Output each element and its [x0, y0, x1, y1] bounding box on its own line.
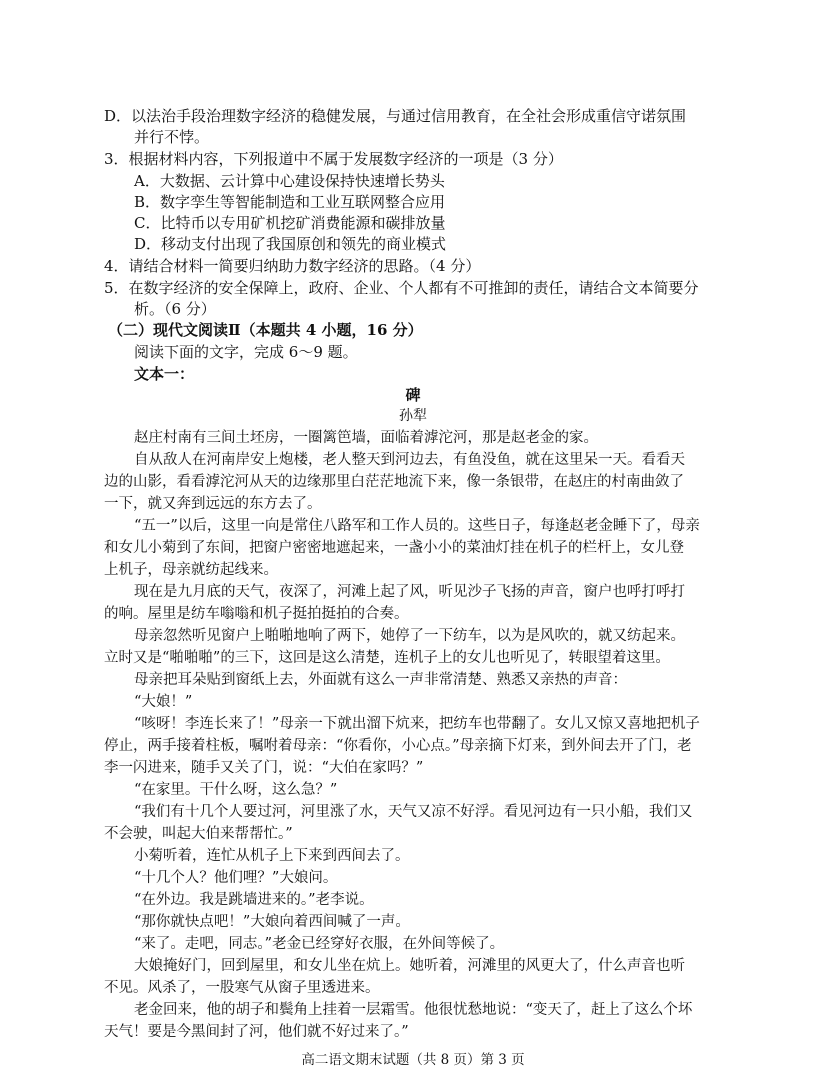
- paragraph-line: 母亲忽然听见窗户上啪啪地响了两下，她停了一下纺车，以为是风吹的，就又纺起来。: [134, 628, 685, 644]
- section-heading: （二）现代文阅读Ⅱ（本题共 4 小题，16 分）: [108, 321, 423, 339]
- dialogue-line: “来了。走吧，同志。”老金已经穿好衣服，在外间等候了。: [134, 936, 505, 952]
- q3-option-a: A．大数据、云计算中心建设保持快速增长势头: [134, 172, 445, 190]
- paragraph-line: 李一闪进来，随手又关了门，说：“大伯在家吗？”: [104, 760, 424, 776]
- paragraph-line: 大娘掩好门，回到屋里，和女儿坐在炕上。她听着，河滩里的风更大了，什么声音也听: [134, 958, 685, 974]
- paragraph-line: 母亲把耳朵贴到窗纸上去，外面就有这么一声非常清楚、熟悉又亲热的声音：: [134, 672, 627, 688]
- question-5-line-1: 5．在数字经济的安全保障上，政府、企业、个人都有不可推卸的责任，请结合文本简要分: [104, 279, 699, 297]
- q3-option-c: C．比特币以专用矿机挖矿消费能源和碳排放量: [134, 214, 446, 232]
- q3-option-d: D．移动支付出现了我国原创和领先的商业模式: [134, 235, 447, 253]
- paragraph-line: 天气！要是今黑间封了河，他们就不好过来了。”: [104, 1024, 409, 1040]
- page-footer: 高二语文期末试题（共 8 页）第 3 页: [301, 1052, 525, 1068]
- paragraph-line: 不见。风杀了，一股寒气从窗子里透进来。: [104, 980, 380, 996]
- article-author: 孙犁: [399, 408, 427, 424]
- paragraph-line: “我们有十几个人要过河，河里涨了水，天气又凉不好浮。看见河边有一只小船，我们又: [134, 804, 693, 820]
- paragraph-line: “咳呀！李连长来了！”母亲一下就出溜下炕来，把纺车也带翻了。女儿又惊又喜地把机子: [134, 716, 700, 732]
- paragraph-line: 不会驶，叫起大伯来帮帮忙。”: [104, 826, 293, 842]
- paragraph-line: 一下，就又奔到远远的东方去了。: [104, 496, 322, 512]
- paragraph-line: 小菊听着，连忙从机子上下来到西间去了。: [134, 848, 410, 864]
- paragraph-line: 立时又是“啪啪啪”的三下，这回是这么清楚，连机子上的女儿也听见了，转眼望着这里。: [104, 650, 670, 666]
- q3-option-b: B．数字孪生等智能制造和工业互联网整合应用: [134, 193, 446, 211]
- question-4: 4．请结合材料一简要归纳助力数字经济的思路。（4 分）: [104, 257, 481, 275]
- question-3: 3．根据材料内容，下列报道中不属于发展数字经济的一项是（3 分）: [104, 150, 563, 168]
- text-one-label: 文本一：: [134, 365, 195, 383]
- option-d-line-1: D．以法治手段治理数字经济的稳健发展，与通过信用教育，在全社会形成重信守诺氛围: [104, 107, 687, 125]
- paragraph-line: 上机子，母亲就纺起线来。: [104, 562, 278, 578]
- article-title: 碑: [405, 386, 421, 404]
- paragraph-line: 老金回来，他的胡子和鬓角上挂着一层霜雪。他很忧愁地说：“变天了，赶上了这么个坏: [134, 1002, 693, 1018]
- dialogue-line: “在外边。我是跳墙进来的。”老李说。: [134, 892, 374, 908]
- question-5-line-2: 析。（6 分）: [134, 300, 216, 318]
- paragraph-line: 停止，两手接着柱板，嘱咐着母亲：“你看你，小心点。”母亲摘下灯来，到外间去开了门，老: [104, 738, 692, 754]
- paragraph-line: 的响。屋里是纺车嗡嗡和机子挺拍挺拍的合奏。: [104, 606, 409, 622]
- paragraph-line: 和女儿小菊到了东间，把窗户密密地遮起来，一盏小小的菜油灯挂在机子的栏杆上，女儿登: [104, 540, 684, 556]
- dialogue-line: “大娘！”: [134, 694, 193, 710]
- dialogue-line: “十几个人？他们哩？”大娘问。: [134, 870, 338, 886]
- paragraph-line: 自从敌人在河南岸安上炮楼，老人整天到河边去，有鱼没鱼，就在这里呆一天。看看天: [134, 452, 685, 468]
- dialogue-line: “在家里。干什么呀，这么急？”: [134, 782, 338, 798]
- reading-instruction: 阅读下面的文字，完成 6～9 题。: [134, 343, 358, 361]
- dialogue-line: “那你就快点吧！”大娘向着西间喊了一声。: [134, 914, 410, 930]
- paragraph-line: “五一”以后，这里一向是常住八路军和工作人员的。这些日子，每逢赵老金睡下了，母亲: [134, 518, 700, 534]
- paragraph-line: 边的山影，看看滹沱河从天的边缘那里白茫茫地流下来，像一条银带，在赵庄的村南曲敛了: [104, 474, 684, 490]
- paragraph-line: 现在是九月底的天气，夜深了，河滩上起了风，听见沙子飞扬的声音，窗户也呼打呼打: [134, 584, 685, 600]
- option-d-line-2: 并行不悖。: [134, 128, 210, 146]
- paragraph-line: 赵庄村南有三间土坯房，一圈篱笆墙，面临着滹沱河，那是赵老金的家。: [134, 430, 598, 446]
